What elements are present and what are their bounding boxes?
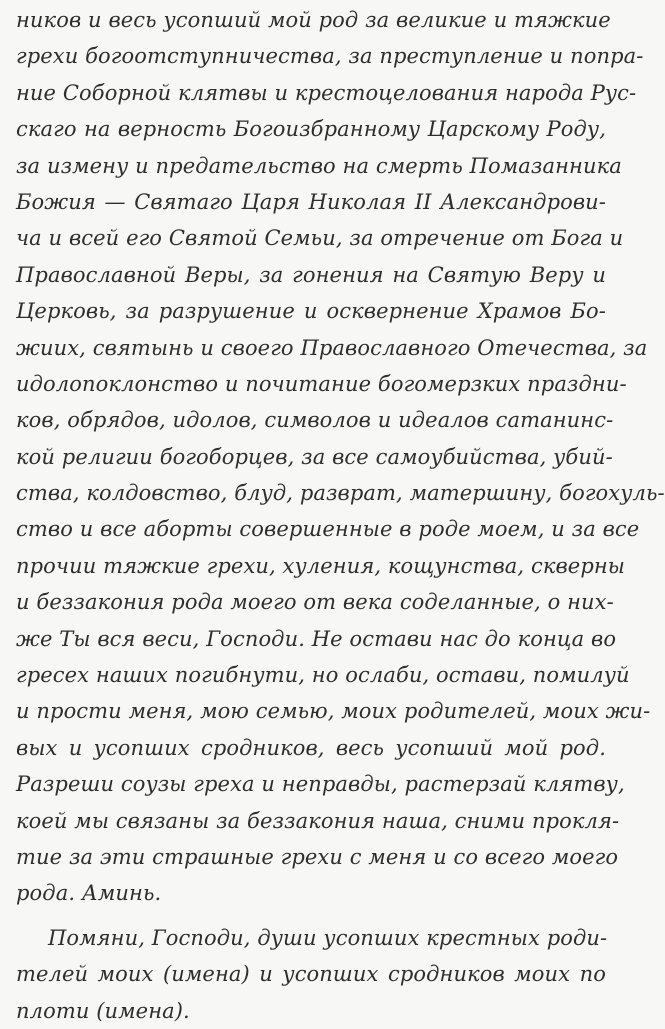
prayer-text <box>16 2 665 1029</box>
text-line: Православной Веры, за гонения на Святую Веру и <box>16 262 606 287</box>
text-line: и беззакония рода моего от века соделанные, о них- <box>16 590 614 615</box>
text-line: ча и всей его Святой Семьи, за отречение от Бога и <box>16 226 624 251</box>
paragraph-gap <box>16 912 606 920</box>
text-line: прочии тяжкие грехи, хуления, кощунства, скверны <box>16 553 626 578</box>
text-line: телей моих (имена) и усопших сродников моих по <box>16 962 606 987</box>
text-line: Церковь, за разрушение и осквернение Храмов Бо- <box>16 299 606 324</box>
text-line: Помяни, Господи, души усопших крестных роди- <box>48 925 608 950</box>
text-line: ков, обрядов, идолов, символов и идеалов сатанинс- <box>16 408 614 433</box>
text-line: вых и усопших сродников, весь усопший мой род. <box>16 735 606 760</box>
text-line: ников и весь усопший мой род за великие и тяжкие <box>16 8 611 32</box>
text-line: скаго на верность Богоизбранному Царскому Роду, <box>16 117 606 142</box>
text-line: грехи богоотступничества, за преступление и попра- <box>16 44 644 69</box>
text-line: Разреши соузы греха и неправды, растерзай клятву, <box>16 772 625 797</box>
text-line: тие за эти страшные грехи с меня и со всего моего <box>16 844 619 869</box>
text-line: кой религии богоборцев, за все самоубийства, убий- <box>16 444 613 469</box>
text-line: рода. Аминь. <box>16 881 162 906</box>
text-line: плоти (имена). <box>16 998 190 1023</box>
paragraph-2 <box>16 920 606 1029</box>
text-line: ство и все аборты совершенные в роде моем, и за все <box>16 517 640 542</box>
text-line: гресех наших погибнути, но ослаби, остави, помилуй <box>16 663 630 688</box>
text-line: же Ты вся веси, Господи. Не остави нас до конца во <box>16 626 617 651</box>
text-line: ние Соборной клятвы и крестоцелования народа Рус- <box>16 80 637 105</box>
text-line: за измену и предательство на смерть Помазанника <box>16 153 622 178</box>
text-line: ства, колдовство, блуд, разврат, матершину, богохуль- <box>16 481 665 506</box>
text-line: идолопоклонство и почитание богомерзких праздни- <box>16 371 627 396</box>
paragraph-1 <box>16 2 665 912</box>
text-line: Божия — Святаго Царя Николая II Александрови- <box>16 189 606 214</box>
text-line: коей мы связаны за беззакония наша, сними прокля- <box>16 808 620 833</box>
text-line: и прости меня, мою семью, моих родителей, моих жи- <box>16 699 651 724</box>
text-line: жиих, святынь и своего Православного Отечества, за <box>16 335 648 360</box>
